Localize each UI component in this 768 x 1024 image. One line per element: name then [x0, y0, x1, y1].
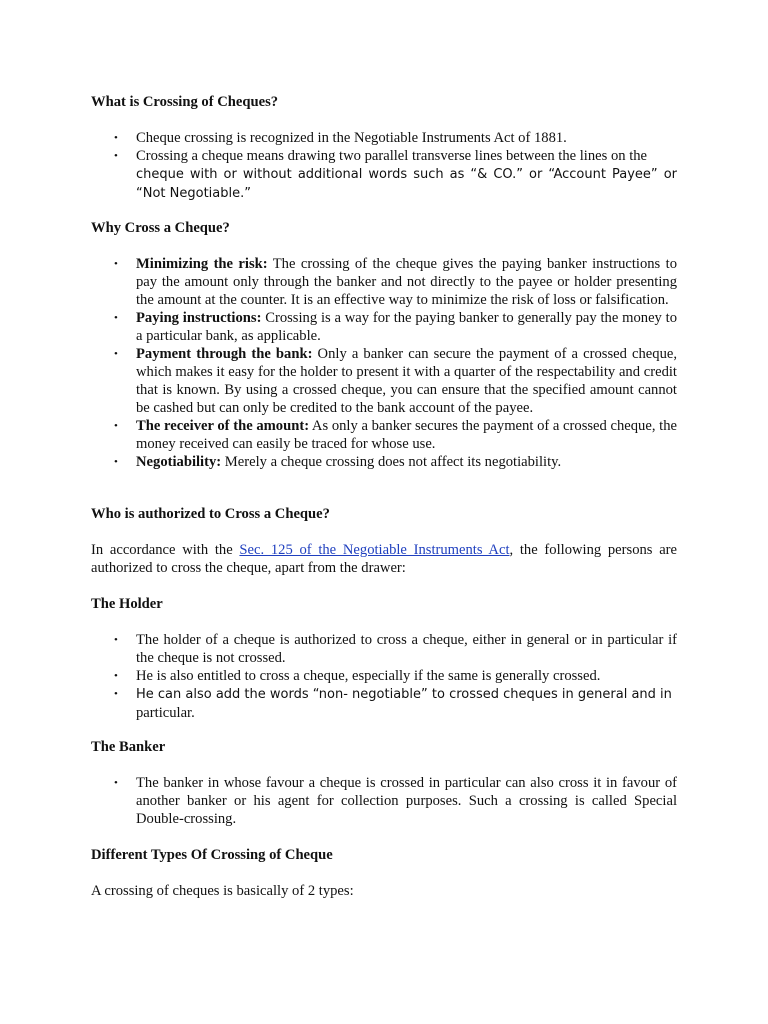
- item-label: Paying instructions:: [136, 310, 262, 326]
- list-item: • Paying instructions: Crossing is a way for the paying banker to generally pay the money to a particular bank, as applicable.: [114, 310, 677, 344]
- item-label: Minimizing the risk:: [136, 256, 268, 272]
- list-item: • The banker in whose favour a cheque is crossed in particular can also cross it in favour of another banker or his agent for collection purposes. Such a crossing is called Special Double-crossing.: [114, 775, 677, 827]
- item-label: Negotiability:: [136, 454, 222, 470]
- bullet-icon: •: [114, 150, 118, 162]
- list-item: • Minimizing the risk: The crossing of the cheque gives the paying banker instructions to pay the amount only through the banker and not directly to the payee or holder presenting the amount at the counter. It is an effective way to minimize the risk of loss or falsification.: [114, 256, 677, 308]
- bullet-icon: •: [114, 258, 118, 270]
- list-holder: [91, 631, 677, 722]
- bullet-icon: •: [114, 132, 118, 144]
- bullet-icon: •: [114, 312, 118, 324]
- sec-125-link[interactable]: Sec. 125 of the Negotiable Instruments Act: [239, 542, 510, 558]
- list-item: • Negotiability: Merely a cheque crossing does not affect its negotiability.: [114, 454, 562, 470]
- item-label: The receiver of the amount:: [136, 418, 310, 434]
- list-item: • The holder of a cheque is authorized to cross a cheque, either in general or in particular if the cheque is not crossed.: [114, 632, 677, 666]
- list-item: • He can also add the words “non- negotiable” to crossed cheques in general and in particular.: [114, 687, 672, 721]
- heading-types: Different Types Of Crossing of Cheque: [91, 847, 333, 863]
- list-reasons: [91, 255, 677, 471]
- list-item: • The receiver of the amount: As only a banker secures the payment of a crossed cheque, the money received can easily be traced for whose use.: [114, 418, 677, 452]
- bullet-icon: •: [114, 348, 118, 360]
- bullet-icon: •: [114, 420, 118, 432]
- list-banker: [91, 774, 677, 828]
- heading-who-authorized: Who is authorized to Cross a Cheque?: [91, 506, 330, 522]
- heading-what-is-crossing: What is Crossing of Cheques?: [91, 94, 279, 110]
- bullet-icon: •: [114, 634, 118, 646]
- list-item: • He is also entitled to cross a cheque, especially if the same is generally crossed.: [114, 668, 601, 684]
- bullet-icon: •: [114, 670, 118, 682]
- item-label: Payment through the bank:: [136, 346, 313, 362]
- heading-holder: The Holder: [91, 596, 163, 612]
- heading-why-cross: Why Cross a Cheque?: [91, 220, 230, 236]
- bullet-icon: •: [114, 456, 118, 468]
- list-item: • Crossing a cheque means drawing two parallel transverse lines between the lines on the cheque with or without additional words such as “& CO.” or “Account Payee” or “Not Negotiable.”: [114, 148, 677, 201]
- list-item: • Cheque crossing is recognized in the Negotiable Instruments Act of 1881.: [114, 130, 567, 146]
- authorized-intro: In accordance with the Sec. 125 of the Negotiable Instruments Act, the following persons are authorized to cross the cheque, apart from the drawer:: [91, 542, 678, 576]
- types-intro: A crossing of cheques is basically of 2 types:: [91, 883, 354, 899]
- heading-banker: The Banker: [91, 739, 166, 755]
- bullet-icon: •: [114, 777, 118, 789]
- list-crossing-definition: [91, 129, 677, 203]
- list-item: • Payment through the bank: Only a banker can secure the payment of a crossed cheque, which makes it easy for the holder to present it with a quarter of the respectability and credit that is known. By using a crossed cheque, you can ensure that the specified amount cannot be cashed but can only be credited to the bank account of the payee.: [114, 346, 677, 416]
- bullet-icon: •: [114, 688, 118, 700]
